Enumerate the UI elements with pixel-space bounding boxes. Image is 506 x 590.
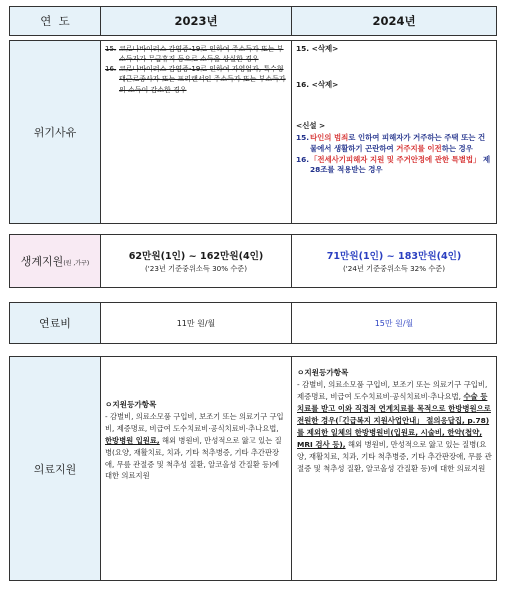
living-2024-amount: 71만원(1인) ~ 183만원(4인) — [326, 251, 462, 262]
living-2024-note: ('24년 기준중위소득 32% 수준) — [342, 264, 446, 273]
fuel-label-text: 연료비 — [39, 317, 71, 330]
living-label-small: (원 ,가구) — [63, 260, 90, 267]
living-label-wrap — [21, 253, 89, 269]
living-2023-amount: 62만원(1인) ~ 162만원(4인) — [128, 251, 264, 262]
crisis-2024-cell — [291, 40, 497, 224]
crisis-2024-deleted-15: 15. <삭제> — [296, 44, 339, 53]
fuel-2023-value: 11만 원/월 — [176, 318, 216, 328]
living-2023-note: ('23년 기준중위소득 30% 수준) — [144, 264, 248, 273]
crisis-2024-item-16-text: 제28조를 적용받는 경우 — [310, 154, 491, 175]
medical-2024-title: ㅇ지원등가항목 — [297, 368, 349, 377]
medical-2024-body — [297, 379, 493, 475]
crisis-2024-item-16-red: 「전세사기피해자 지원 및 주거안정에 관한 특별법」 — [310, 154, 481, 164]
crisis-2023-item-15 — [105, 44, 287, 64]
crisis-2023-item-15-no: 15. — [105, 45, 117, 53]
living-2024-cell — [291, 234, 497, 288]
header-2024-text: 2024년 — [372, 14, 416, 28]
crisis-label-text: 위기사유 — [33, 126, 77, 139]
header-2024 — [291, 6, 497, 36]
crisis-2024-item-15-red: 타인의 범죄 — [310, 133, 349, 143]
crisis-2023-cell — [100, 40, 292, 224]
medical-2024-underlined: 수술 등 치료를 받고 이와 직접적 연계치료를 목적으로 한방병원으로 전원한 경우(「긴급복지 지원사업안내」 절의응답집, p.78)를 제외한 일체의 한방병원비(입원료, 시술비, 한약(첩약, MRI 검사 등), — [297, 392, 491, 450]
medical-2024-cell — [291, 356, 497, 581]
crisis-2024-deleted-16: 16. <삭제> — [296, 79, 339, 89]
crisis-2024-item-15-no: 15. — [296, 133, 310, 143]
living-2023-cell — [100, 234, 292, 288]
fuel-label — [9, 302, 101, 344]
medical-2023-content — [101, 399, 291, 482]
fuel-2024-value: 15만 원/월 — [374, 318, 414, 328]
medical-2024-text-b: 해외 병원비, 만성적으로 앓고 있는 질병(요양, 재활치료, 치과, 기타 척추병증, 기타 추간판장애, 무릎 관절증 및 척추성 질환, 알코올성 간질환 등)에 대한 의료지원 — [297, 440, 492, 474]
medical-label-text: 의료지원 — [33, 462, 77, 476]
crisis-label — [9, 40, 101, 224]
crisis-2024-item-15 — [296, 133, 492, 154]
fuel-2024-cell — [291, 302, 497, 344]
crisis-2024-item-15-red-2: 거주지를 이전 — [396, 143, 442, 153]
crisis-2024-item-15-text-2: 하는 경우 — [441, 143, 473, 153]
medical-label — [9, 356, 101, 581]
medical-2024-text-a: - 감별비, 의료소모품 구입비, 보조기 또는 의료기구 구입비, 제증명료, 비급여 도수치료비·공식치료비·추나요법, — [297, 380, 488, 402]
medical-2023-text-b: 해외 병원비, 만성적으로 앓고 있는 질병(요양, 재활치료, 치과, 기타 척추병증, 기타 추간판장애, 무릎 관절증 및 척추성 질환, 알코올성 간질환 등)에 대한 의료지원 — [105, 435, 282, 481]
medical-2023-underlined: 한방병원 입원료, — [105, 435, 160, 445]
crisis-2024-item-16 — [296, 155, 492, 176]
crisis-2023-item-16-no: 16. — [105, 65, 117, 74]
crisis-2024-item-16-no: 16. — [296, 154, 310, 164]
header-2023 — [100, 6, 292, 36]
header-2023-text: 2023년 — [174, 14, 218, 28]
living-label — [9, 234, 101, 288]
crisis-2024-item-15-text-1: 로 인하여 피해자가 거주하는 주택 또는 건물에서 생활하기 곤란하여 — [310, 133, 486, 153]
header-category-text: 연 도 — [40, 14, 70, 28]
crisis-2023-item-15-text: 코로나바이러스 감염증-19로 인하여 주소득자 또는 부소득자가 무급휴직 등으로 소득을 상실한 경우 — [119, 45, 284, 64]
living-label-text: 생계지원 — [20, 255, 64, 268]
crisis-2023-item-16 — [105, 64, 287, 94]
medical-2024-content — [292, 367, 496, 475]
medical-2023-title: ㅇ지원등가항목 — [105, 400, 157, 409]
medical-2023-text-a: - 감별비, 의료소모품 구입비, 보조기 또는 의료기구 구입비, 제증명료, 비급여 도수치료비·공식치료비·추나요법, — [105, 412, 284, 434]
header-category — [9, 6, 101, 36]
medical-2023-cell — [100, 356, 292, 581]
fuel-2023-cell — [100, 302, 292, 344]
medical-2023-body — [105, 411, 287, 482]
crisis-2023-item-16-text: 코로나바이러스 감염증-19로 인하여 자영업자, 특수형태근로종사자 또는 프리랜서인 주소득자 또는 부소득자의 소득이 감소한 경우 — [119, 65, 286, 94]
crisis-2024-new-title: <신설 > — [296, 121, 326, 131]
